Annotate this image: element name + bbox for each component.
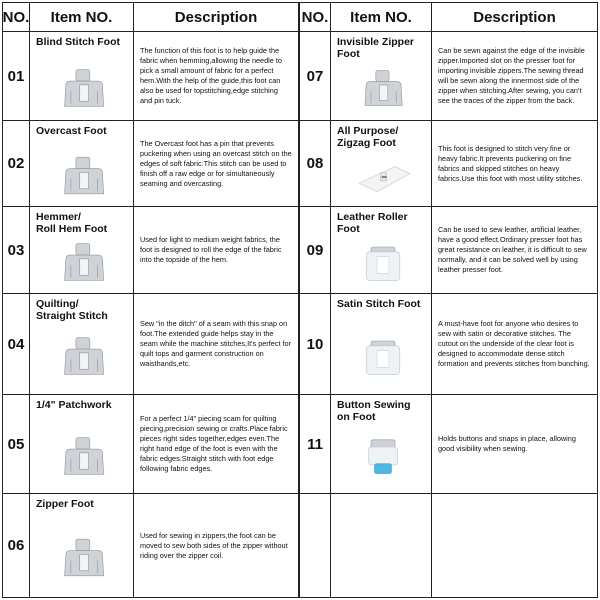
table-row [3, 493, 597, 597]
description-text: For a perfect 1/4" piecing scam for quilting piecing,precision sewing or crafts.Place fabric pieces right sides together,edges even.The right hand edge of the foot is even with the fabric edges.Straight stitch with foot edge following fabric edges. [140, 414, 288, 473]
item-number: 06 [3, 494, 30, 597]
presser-foot-metal-icon [353, 62, 413, 114]
table-grid [2, 2, 598, 598]
item-name: 1/4" Patchwork [36, 399, 112, 411]
item-name: Satin Stitch Foot [337, 298, 421, 310]
table-row [3, 394, 597, 493]
header-no-left: NO. [3, 3, 30, 31]
item-number: 03 [3, 207, 30, 293]
item-name: Invisible Zipper Foot [337, 36, 415, 60]
item-cell [331, 294, 432, 394]
empty-icon [353, 524, 413, 591]
description-text: Sew "in the ditch" of a seam with this snap on foot.The extended guide helps stay in the seam while the machine stitches,It's perfect for quilt tops and garment construction on waisthands,etc. [140, 319, 292, 368]
item-number: 01 [3, 32, 30, 120]
table-row [3, 206, 597, 293]
item-description [432, 395, 597, 493]
item-number: 08 [300, 121, 331, 206]
presser-foot-clear-icon [353, 237, 413, 287]
item-description [432, 207, 597, 293]
header-item-left: Item NO. [30, 3, 134, 31]
presser-foot-button-icon [353, 425, 413, 487]
item-number: 09 [300, 207, 331, 293]
item-number: 07 [300, 32, 331, 120]
item-cell [331, 494, 432, 597]
item-number: 05 [3, 395, 30, 493]
item-number: 11 [300, 395, 331, 493]
description-text: A must-have foot for anyone who desires to sew with satin or decorative stitches. The cutout on the underside of the clear foot is designed to accommodate dense stitch formation and prevents stitches from bunching. [438, 319, 590, 368]
item-name: Quilting/ Straight Stitch [36, 298, 108, 322]
item-number: 04 [3, 294, 30, 394]
item-description [432, 32, 597, 120]
header-desc-left: Description [134, 3, 300, 31]
item-description [432, 294, 597, 394]
item-name: Leather Roller Foot [337, 211, 408, 235]
item-cell [331, 207, 432, 293]
description-text: Used for sewing in zippers,the foot can be moved to sew both sides of the zipper without riding over the zipper coil. [140, 530, 288, 560]
item-name: Hemmer/ Roll Hem Foot [36, 211, 108, 235]
item-cell [331, 395, 432, 493]
description-text: The Overcast foot has a pin that prevents puckering when using an overcast stitch on the edges of soft fabric.This stitch can be used to finish off a raw edge or for simultaneously seaming and overcasting. [140, 138, 292, 188]
item-cell [331, 121, 432, 206]
item-name: Zipper Foot [36, 498, 94, 510]
description-text: Used for light to medium weight fabrics, the foot is designed to roll the edge of the fabric into the topside of the hem. [140, 235, 282, 264]
item-cell [331, 32, 432, 120]
description-text: Holds buttons and snaps in place, allowing good visibility when sewing. [438, 434, 576, 453]
header-item-right: Item NO. [331, 3, 432, 31]
presser-foot-clear-icon [353, 324, 413, 388]
description-text: The function of this foot is to help guide the fabric when hemming,allowing the needle to pick a small amount of fabric for a perfect hem.With the help of the guide,this foot can also be used for topstitching,edge stitching and pin tuck. [140, 46, 282, 105]
presser-foot-white-icon [353, 151, 413, 200]
table-row [3, 120, 597, 206]
description-text: Can be sewn against the edge of the invisible zipper.Imported slot on the presser foot for importing invisible zippers.The sewing thread will be sewn along the innermost side of the zipper when stitching.After sewing, you can't see the traces of the zipper from the back. [438, 46, 585, 105]
item-number: 02 [3, 121, 30, 206]
item-description [432, 121, 597, 206]
item-description [432, 494, 597, 597]
table-row [3, 293, 597, 394]
item-name: Blind Stitch Foot [36, 36, 120, 48]
item-number [300, 494, 331, 597]
description-text: Can be used to sew leather, artificial leather, have a good effect.Ordinary presser foot has great resistance on leather, it is difficult to sew normally, and it can be solved well by using leather presser foot. [438, 225, 587, 274]
header-desc-right: Description [473, 8, 556, 26]
table-row [3, 31, 597, 120]
item-name: Overcast Foot [36, 125, 107, 137]
description-text: This foot is designed to stitch very fine or heavy fabric.It prevents puckering on fine fabrics and skipped stitches on heavy fabrics.Use this foot with most utility stitches. [438, 143, 583, 183]
item-name: Button Sewing on Foot [337, 399, 411, 423]
item-name: All Purpose/ Zigzag Foot [337, 125, 399, 149]
item-number: 10 [300, 294, 331, 394]
header-no-right: NO. [300, 3, 331, 31]
